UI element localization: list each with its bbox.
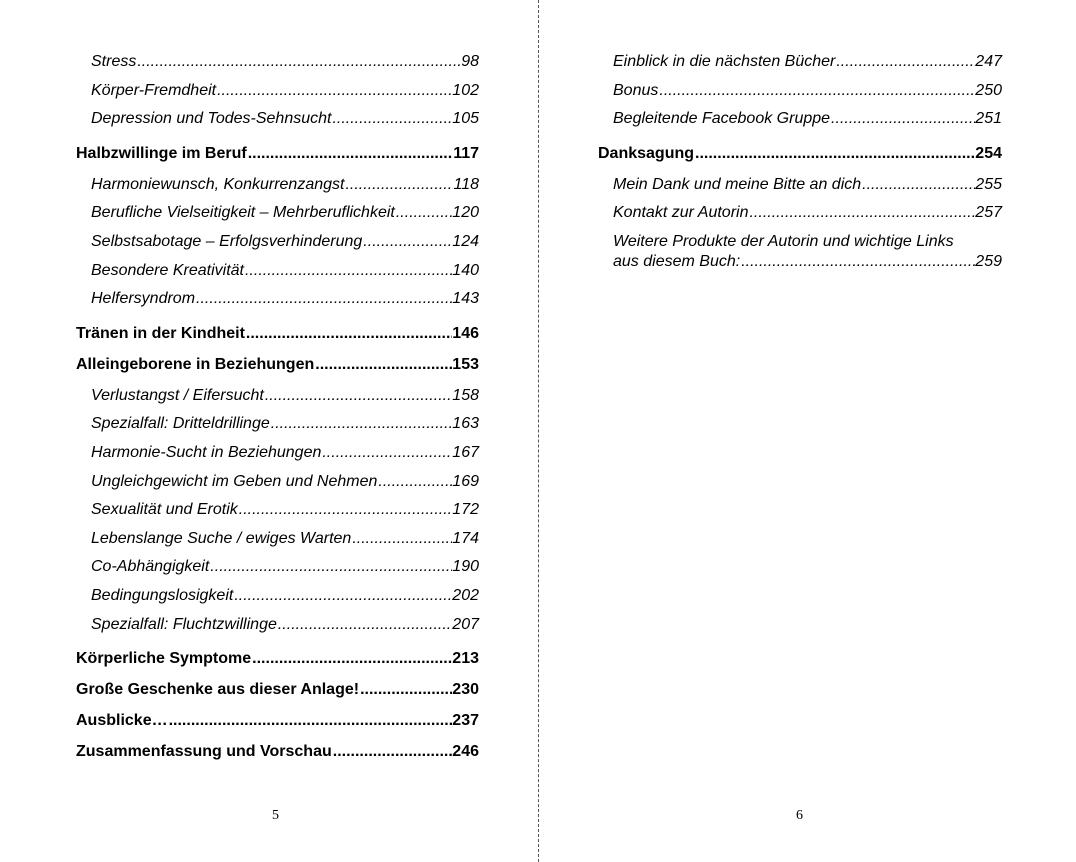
toc-entry-page: 207 [452,615,479,633]
toc-entry-page: 259 [975,252,1002,270]
toc-entry-title: Körperliche Symptome [76,650,252,668]
leader-dots [694,144,975,164]
toc-entry-page: 153 [452,355,479,373]
toc-entry-sub[interactable] [613,175,1002,204]
leader-dots [168,711,453,731]
toc-entry-title: Einblick in die nächsten Bücher [613,53,836,70]
toc-entry-sub[interactable] [91,261,479,290]
leader-dots [332,742,453,762]
toc-entry-page: 117 [453,144,479,162]
leader-dots [270,414,453,434]
toc-entry-page: 213 [452,650,479,668]
toc-entry-heading[interactable] [76,711,479,731]
toc-entry-page: 247 [975,53,1002,70]
toc-entry-page: 98 [461,53,479,70]
toc-entry-heading[interactable] [76,324,479,344]
toc-entry-heading[interactable] [76,355,479,375]
toc-entry-page: 246 [452,743,479,761]
toc-entry-page: 190 [452,558,479,576]
leader-dots [264,386,452,406]
leader-dots [835,52,975,72]
leader-dots [351,529,452,549]
toc-entry-sub[interactable] [91,472,479,501]
leader-dots [830,109,975,129]
toc-entry-sub[interactable] [91,289,479,318]
leader-dots [277,615,452,635]
toc-entry-page: 172 [452,501,479,519]
toc-entry-sub[interactable] [91,586,479,615]
toc-entry-title: Alleingeborene in Beziehungen [76,355,315,373]
toc-entry-sub[interactable] [613,232,1002,272]
toc-entry-title: Halbzwillinge im Beruf [76,144,247,162]
leader-dots [344,175,453,195]
toc-entry-page: 163 [452,415,479,433]
toc-entry-sub[interactable] [91,615,479,644]
leader-dots [359,680,452,700]
toc-entry-sub[interactable] [613,81,1002,110]
toc-entry-page: 124 [452,232,479,250]
table-of-contents-left [76,52,479,773]
toc-entry-title: aus diesem Buch: [613,252,741,270]
toc-entry-page: 146 [452,324,479,342]
leader-dots [321,443,452,463]
toc-entry-title: Kontakt zur Autorin [613,204,749,222]
leader-dots [209,557,452,577]
toc-entry-title: Depression und Todes-Sehnsucht [91,110,332,128]
toc-entry-page: 143 [452,290,479,308]
toc-entry-title: Bedingungslosigkeit [91,586,234,604]
toc-entry-sub[interactable] [91,52,479,81]
toc-entry-page: 255 [975,175,1002,193]
page-divider [538,0,539,862]
leader-dots [245,324,452,344]
toc-entry-title: Helfersyndrom [91,290,196,308]
toc-entry-page: 250 [975,81,1002,99]
leader-dots [216,81,452,101]
toc-entry-heading[interactable] [76,680,479,700]
table-of-contents-right [598,52,1002,272]
toc-entry-title: Stress [91,53,137,70]
toc-entry-sub[interactable] [91,443,479,472]
toc-entry-title: Spezialfall: Dritteldrillinge [91,415,270,433]
toc-entry-title: Selbstsabotage – Erfolgsverhinderung [91,232,363,250]
toc-entry-title: Co-Abhängigkeit [91,558,210,576]
toc-entry-page: 251 [975,110,1002,128]
toc-entry-title: Körper-Fremdheit [91,81,217,99]
toc-entry-sub[interactable] [91,232,479,261]
toc-entry-sub[interactable] [91,414,479,443]
toc-entry-title: Verlustangst / Eifersucht [91,386,264,404]
leader-dots [362,232,452,252]
toc-entry-title: Bonus [613,81,659,99]
toc-entry-heading[interactable] [76,144,479,164]
toc-entry-sub[interactable] [613,52,1002,81]
toc-entry-heading[interactable] [76,742,479,762]
leader-dots [244,261,452,281]
leader-dots [377,472,452,492]
right-page [540,0,1076,862]
toc-entry-title: Ausblicke… [76,712,168,730]
toc-entry-title: Harmonie-Sucht in Beziehungen [91,443,322,461]
toc-entry-page: 120 [452,204,479,222]
toc-entry-sub[interactable] [91,557,479,586]
leader-dots [314,355,452,375]
toc-entry-page: 230 [452,681,479,699]
toc-entry-page: 105 [452,110,479,128]
toc-entry-title: Begleitende Facebook Gruppe [613,110,831,128]
leader-dots [195,289,452,309]
toc-entry-sub[interactable] [91,109,479,138]
toc-entry-title: Sexualität und Erotik [91,501,238,519]
toc-entry-sub[interactable] [613,109,1002,138]
toc-entry-title: Harmoniewunsch, Konkurrenzangst [91,175,345,193]
page-number-footer: 5 [272,808,279,823]
toc-entry-sub[interactable] [91,81,479,110]
toc-entry-title: Weitere Produkte der Autorin und wichtige Links [613,232,954,250]
toc-entry-title: Besondere Kreativität [91,261,244,279]
leader-dots [658,81,975,101]
leader-dots [136,52,461,72]
toc-entry-title: Zusammenfassung und Vorschau [76,743,332,761]
toc-entry-page: 202 [452,586,479,604]
leader-dots [395,203,452,223]
toc-entry-page: 254 [975,144,1002,162]
toc-entry-title: Lebenslange Suche / ewiges Warten [91,529,352,547]
toc-entry-sub[interactable] [91,203,479,232]
toc-entry-sub[interactable] [613,203,1002,232]
leader-dots [861,175,975,195]
toc-entry-page: 167 [452,443,479,461]
toc-entry-sub[interactable] [91,500,479,529]
toc-entry-title: Mein Dank und meine Bitte an dich [613,175,862,193]
toc-entry-title: Spezialfall: Fluchtzwillinge [91,615,277,633]
leader-dots [740,252,975,272]
toc-entry-page: 140 [452,261,479,279]
leader-dots [238,500,453,520]
toc-entry-page: 169 [452,472,479,490]
toc-entry-title: Danksagung [598,144,695,162]
toc-entry-sub[interactable] [91,175,479,204]
toc-entry-page: 158 [452,386,479,404]
toc-entry-title: Berufliche Vielseitigkeit – Mehrberuflichkeit [91,204,395,222]
toc-entry-page: 102 [452,81,479,99]
toc-entry-page: 118 [453,175,479,193]
page-number-footer: 6 [796,808,803,823]
toc-entry-sub[interactable] [91,529,479,558]
toc-entry-page: 237 [452,712,479,730]
toc-entry-title: Große Geschenke aus dieser Anlage! [76,681,360,699]
toc-entry-sub[interactable] [91,386,479,415]
leader-dots [247,144,454,164]
toc-entry-title: Ungleichgewicht im Geben und Nehmen [91,472,378,490]
leader-dots [233,586,452,606]
toc-entry-heading[interactable] [76,649,479,669]
leader-dots [331,109,452,129]
leader-dots [251,649,452,669]
toc-entry-page: 257 [975,204,1002,222]
toc-entry-title: Tränen in der Kindheit [76,324,245,342]
toc-entry-heading[interactable] [598,144,1002,164]
toc-entry-page: 174 [452,529,479,547]
leader-dots [748,203,975,223]
